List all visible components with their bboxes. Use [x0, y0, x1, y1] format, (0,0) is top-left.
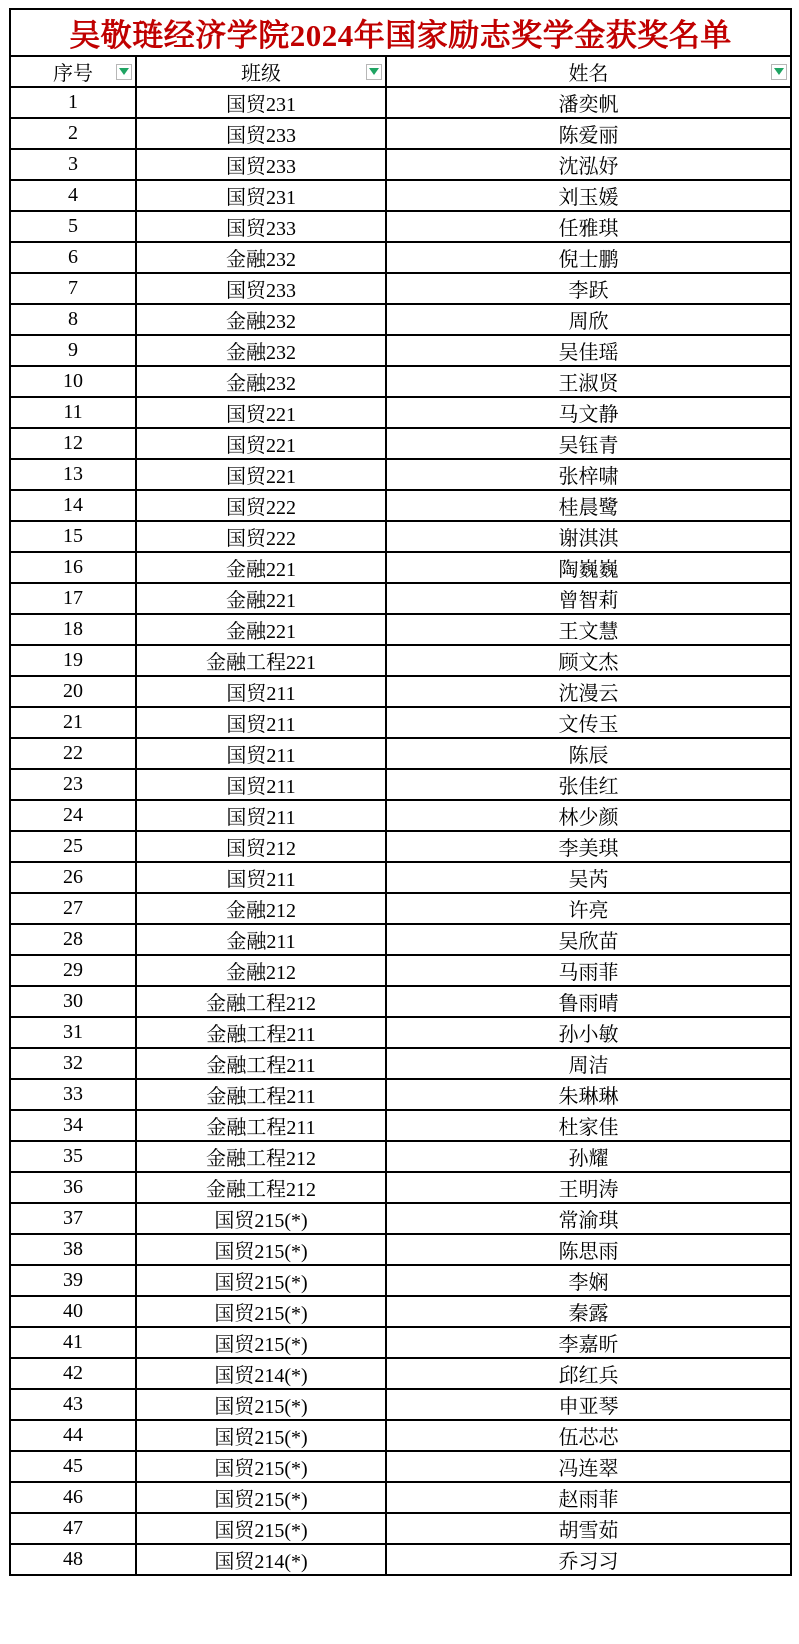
table-row — [10, 738, 791, 769]
cell-class[interactable]: 金融221 — [136, 583, 386, 614]
cell-class[interactable]: 国贸211 — [136, 769, 386, 800]
cell-name[interactable]: 冯连翠 — [386, 1451, 791, 1482]
cell-class[interactable]: 国贸215(*) — [136, 1265, 386, 1296]
table-row — [10, 1296, 791, 1327]
table-row — [10, 1482, 791, 1513]
cell-name[interactable]: 吴芮 — [386, 862, 791, 893]
cell-no[interactable]: 24 — [10, 800, 136, 831]
cell-no[interactable]: 4 — [10, 180, 136, 211]
cell-name[interactable]: 吴钰青 — [386, 428, 791, 459]
cell-class[interactable]: 金融工程211 — [136, 1079, 386, 1110]
cell-no[interactable]: 5 — [10, 211, 136, 242]
cell-no[interactable]: 45 — [10, 1451, 136, 1482]
table-row — [10, 1420, 791, 1451]
cell-name[interactable]: 周洁 — [386, 1048, 791, 1079]
cell-class[interactable]: 国贸221 — [136, 428, 386, 459]
cell-class[interactable]: 国贸211 — [136, 862, 386, 893]
table-row — [10, 335, 791, 366]
cell-name[interactable]: 杜家佳 — [386, 1110, 791, 1141]
cell-name[interactable]: 李美琪 — [386, 831, 791, 862]
table-row — [10, 149, 791, 180]
cell-name[interactable]: 邱红兵 — [386, 1358, 791, 1389]
table-row — [10, 211, 791, 242]
cell-name[interactable]: 刘玉媛 — [386, 180, 791, 211]
cell-no[interactable]: 39 — [10, 1265, 136, 1296]
cell-class[interactable]: 金融232 — [136, 304, 386, 335]
cell-class[interactable]: 国贸215(*) — [136, 1451, 386, 1482]
cell-class[interactable]: 国贸222 — [136, 521, 386, 552]
cell-class[interactable]: 国贸215(*) — [136, 1420, 386, 1451]
table-row — [10, 242, 791, 273]
cell-name[interactable]: 孙耀 — [386, 1141, 791, 1172]
cell-name[interactable]: 陈思雨 — [386, 1234, 791, 1265]
table-row — [10, 1203, 791, 1234]
table-row — [10, 645, 791, 676]
cell-no[interactable]: 6 — [10, 242, 136, 273]
filter-dropdown-button-name[interactable] — [771, 64, 787, 80]
table-row — [10, 1389, 791, 1420]
table-row — [10, 583, 791, 614]
cell-name[interactable]: 李跃 — [386, 273, 791, 304]
header-label-no: 序号 — [53, 63, 93, 85]
header-cell-no[interactable] — [10, 56, 136, 87]
cell-no[interactable]: 23 — [10, 769, 136, 800]
cell-no[interactable]: 38 — [10, 1234, 136, 1265]
table-row — [10, 521, 791, 552]
cell-no[interactable]: 41 — [10, 1327, 136, 1358]
table-row — [10, 924, 791, 955]
header-label-class: 班级 — [241, 63, 281, 85]
table-row — [10, 1265, 791, 1296]
table-row — [10, 614, 791, 645]
cell-class[interactable]: 金融232 — [136, 242, 386, 273]
cell-no[interactable]: 44 — [10, 1420, 136, 1451]
cell-name[interactable]: 林少颜 — [386, 800, 791, 831]
cell-name[interactable]: 胡雪茹 — [386, 1513, 791, 1544]
cell-no[interactable]: 16 — [10, 552, 136, 583]
cell-class[interactable]: 金融211 — [136, 924, 386, 955]
filter-dropdown-button-class[interactable] — [366, 64, 382, 80]
table-row — [10, 180, 791, 211]
cell-class[interactable]: 金融工程221 — [136, 645, 386, 676]
table-row — [10, 1079, 791, 1110]
cell-name[interactable]: 赵雨菲 — [386, 1482, 791, 1513]
filter-dropdown-button-no[interactable] — [116, 64, 132, 80]
cell-no[interactable]: 21 — [10, 707, 136, 738]
cell-no[interactable]: 33 — [10, 1079, 136, 1110]
cell-no[interactable]: 34 — [10, 1110, 136, 1141]
cell-class[interactable]: 金融212 — [136, 893, 386, 924]
cell-name[interactable]: 孙小敏 — [386, 1017, 791, 1048]
table-row — [10, 552, 791, 583]
cell-class[interactable]: 国贸215(*) — [136, 1513, 386, 1544]
cell-class[interactable]: 国贸215(*) — [136, 1234, 386, 1265]
cell-name[interactable]: 乔习习 — [386, 1544, 791, 1575]
table-row — [10, 1017, 791, 1048]
cell-class[interactable]: 国贸231 — [136, 87, 386, 118]
cell-class[interactable]: 金融221 — [136, 552, 386, 583]
cell-class[interactable]: 国贸211 — [136, 707, 386, 738]
header-cell-name[interactable] — [386, 56, 791, 87]
table-row — [10, 955, 791, 986]
cell-class[interactable]: 国贸215(*) — [136, 1482, 386, 1513]
table-row — [10, 831, 791, 862]
cell-name[interactable]: 周欣 — [386, 304, 791, 335]
cell-name[interactable]: 吴佳瑶 — [386, 335, 791, 366]
cell-name[interactable]: 王明涛 — [386, 1172, 791, 1203]
cell-name[interactable]: 申亚琴 — [386, 1389, 791, 1420]
cell-name[interactable]: 吴欣苗 — [386, 924, 791, 955]
cell-class[interactable]: 金融工程212 — [136, 1141, 386, 1172]
cell-no[interactable]: 47 — [10, 1513, 136, 1544]
table-row — [10, 1172, 791, 1203]
cell-class[interactable]: 国贸233 — [136, 118, 386, 149]
header-cell-class[interactable] — [136, 56, 386, 87]
cell-no[interactable]: 42 — [10, 1358, 136, 1389]
cell-name[interactable]: 桂晨鹭 — [386, 490, 791, 521]
table-row — [10, 1327, 791, 1358]
table-row — [10, 986, 791, 1017]
cell-class[interactable]: 国贸233 — [136, 273, 386, 304]
cell-no[interactable]: 43 — [10, 1389, 136, 1420]
cell-name[interactable]: 文传玉 — [386, 707, 791, 738]
cell-no[interactable]: 10 — [10, 366, 136, 397]
cell-no[interactable]: 14 — [10, 490, 136, 521]
cell-no[interactable]: 36 — [10, 1172, 136, 1203]
filter-dropdown-arrow-icon — [369, 68, 379, 75]
title-row — [10, 9, 791, 56]
cell-name[interactable]: 张佳红 — [386, 769, 791, 800]
cell-class[interactable]: 国贸231 — [136, 180, 386, 211]
table-row — [10, 800, 791, 831]
cell-name[interactable]: 陈爱丽 — [386, 118, 791, 149]
cell-name[interactable]: 许亮 — [386, 893, 791, 924]
filter-dropdown-arrow-icon — [119, 68, 129, 75]
cell-class[interactable]: 国贸215(*) — [136, 1203, 386, 1234]
cell-no[interactable]: 40 — [10, 1296, 136, 1327]
cell-name[interactable]: 任雅琪 — [386, 211, 791, 242]
cell-no[interactable]: 27 — [10, 893, 136, 924]
cell-name[interactable]: 张梓啸 — [386, 459, 791, 490]
cell-class[interactable]: 金融221 — [136, 614, 386, 645]
cell-class[interactable]: 国贸212 — [136, 831, 386, 862]
cell-no[interactable]: 2 — [10, 118, 136, 149]
cell-name[interactable]: 谢淇淇 — [386, 521, 791, 552]
cell-class[interactable]: 金融工程211 — [136, 1017, 386, 1048]
cell-no[interactable]: 29 — [10, 955, 136, 986]
cell-no[interactable]: 28 — [10, 924, 136, 955]
cell-class[interactable]: 金融232 — [136, 335, 386, 366]
cell-no[interactable]: 13 — [10, 459, 136, 490]
cell-name[interactable]: 王文慧 — [386, 614, 791, 645]
table-body — [10, 87, 791, 1575]
cell-no[interactable]: 46 — [10, 1482, 136, 1513]
cell-class[interactable]: 国贸221 — [136, 459, 386, 490]
cell-name[interactable]: 曾智莉 — [386, 583, 791, 614]
cell-name[interactable]: 陈辰 — [386, 738, 791, 769]
cell-name[interactable]: 常渝琪 — [386, 1203, 791, 1234]
table-row — [10, 1451, 791, 1482]
cell-name[interactable]: 沈泓妤 — [386, 149, 791, 180]
cell-no[interactable]: 31 — [10, 1017, 136, 1048]
cell-no[interactable]: 26 — [10, 862, 136, 893]
table-row — [10, 428, 791, 459]
cell-name[interactable]: 马雨菲 — [386, 955, 791, 986]
sheet-title[interactable]: 吴敬琏经济学院2024年国家励志奖学金获奖名单 — [10, 9, 791, 56]
table-row — [10, 1513, 791, 1544]
cell-class[interactable]: 金融工程211 — [136, 1110, 386, 1141]
table-row — [10, 1358, 791, 1389]
table-row — [10, 397, 791, 428]
header-label-name: 姓名 — [568, 63, 609, 85]
cell-class[interactable]: 金融工程212 — [136, 1172, 386, 1203]
cell-class[interactable]: 国贸233 — [136, 211, 386, 242]
cell-no[interactable]: 12 — [10, 428, 136, 459]
cell-class[interactable]: 金融工程211 — [136, 1048, 386, 1079]
cell-name[interactable]: 伍芯芯 — [386, 1420, 791, 1451]
table-row — [10, 1110, 791, 1141]
table-row — [10, 1141, 791, 1172]
cell-class[interactable]: 国贸215(*) — [136, 1389, 386, 1420]
cell-name[interactable]: 马文静 — [386, 397, 791, 428]
cell-name[interactable]: 朱琳琳 — [386, 1079, 791, 1110]
cell-no[interactable]: 15 — [10, 521, 136, 552]
cell-class[interactable]: 国贸215(*) — [136, 1296, 386, 1327]
cell-class[interactable]: 国贸211 — [136, 676, 386, 707]
table-row — [10, 366, 791, 397]
cell-name[interactable]: 顾文杰 — [386, 645, 791, 676]
table-row — [10, 862, 791, 893]
cell-no[interactable]: 37 — [10, 1203, 136, 1234]
cell-name[interactable]: 沈漫云 — [386, 676, 791, 707]
table-row — [10, 769, 791, 800]
cell-no[interactable]: 9 — [10, 335, 136, 366]
header-row — [10, 56, 791, 87]
table-row — [10, 118, 791, 149]
cell-name[interactable]: 王淑贤 — [386, 366, 791, 397]
table-row — [10, 676, 791, 707]
table-row — [10, 1234, 791, 1265]
cell-no[interactable]: 11 — [10, 397, 136, 428]
cell-name[interactable]: 鲁雨晴 — [386, 986, 791, 1017]
cell-class[interactable]: 国贸233 — [136, 149, 386, 180]
cell-no[interactable]: 1 — [10, 87, 136, 118]
cell-name[interactable]: 李娴 — [386, 1265, 791, 1296]
table-row — [10, 304, 791, 335]
award-list-sheet — [9, 8, 790, 1576]
cell-no[interactable]: 19 — [10, 645, 136, 676]
cell-no[interactable]: 7 — [10, 273, 136, 304]
cell-class[interactable]: 金融212 — [136, 955, 386, 986]
table-row — [10, 273, 791, 304]
table-row — [10, 87, 791, 118]
award-table — [9, 8, 792, 1576]
cell-no[interactable]: 30 — [10, 986, 136, 1017]
cell-class[interactable]: 金融工程212 — [136, 986, 386, 1017]
table-row — [10, 707, 791, 738]
cell-class[interactable]: 国贸214(*) — [136, 1544, 386, 1575]
filter-dropdown-arrow-icon — [774, 68, 784, 75]
cell-name[interactable]: 秦露 — [386, 1296, 791, 1327]
table-row — [10, 893, 791, 924]
cell-name[interactable]: 李嘉昕 — [386, 1327, 791, 1358]
cell-no[interactable]: 32 — [10, 1048, 136, 1079]
cell-name[interactable]: 潘奕帆 — [386, 87, 791, 118]
cell-no[interactable]: 8 — [10, 304, 136, 335]
cell-no[interactable]: 20 — [10, 676, 136, 707]
cell-no[interactable]: 17 — [10, 583, 136, 614]
cell-class[interactable]: 国贸221 — [136, 397, 386, 428]
cell-class[interactable]: 国贸222 — [136, 490, 386, 521]
cell-class[interactable]: 国贸215(*) — [136, 1327, 386, 1358]
cell-no[interactable]: 25 — [10, 831, 136, 862]
table-row — [10, 1048, 791, 1079]
cell-no[interactable]: 22 — [10, 738, 136, 769]
cell-no[interactable]: 3 — [10, 149, 136, 180]
cell-class[interactable]: 金融232 — [136, 366, 386, 397]
table-row — [10, 459, 791, 490]
table-row — [10, 490, 791, 521]
cell-class[interactable]: 国贸211 — [136, 800, 386, 831]
cell-class[interactable]: 国贸211 — [136, 738, 386, 769]
cell-class[interactable]: 国贸214(*) — [136, 1358, 386, 1389]
cell-no[interactable]: 18 — [10, 614, 136, 645]
table-row — [10, 1544, 791, 1575]
cell-name[interactable]: 倪士鹏 — [386, 242, 791, 273]
cell-name[interactable]: 陶巍巍 — [386, 552, 791, 583]
cell-no[interactable]: 48 — [10, 1544, 136, 1575]
cell-no[interactable]: 35 — [10, 1141, 136, 1172]
